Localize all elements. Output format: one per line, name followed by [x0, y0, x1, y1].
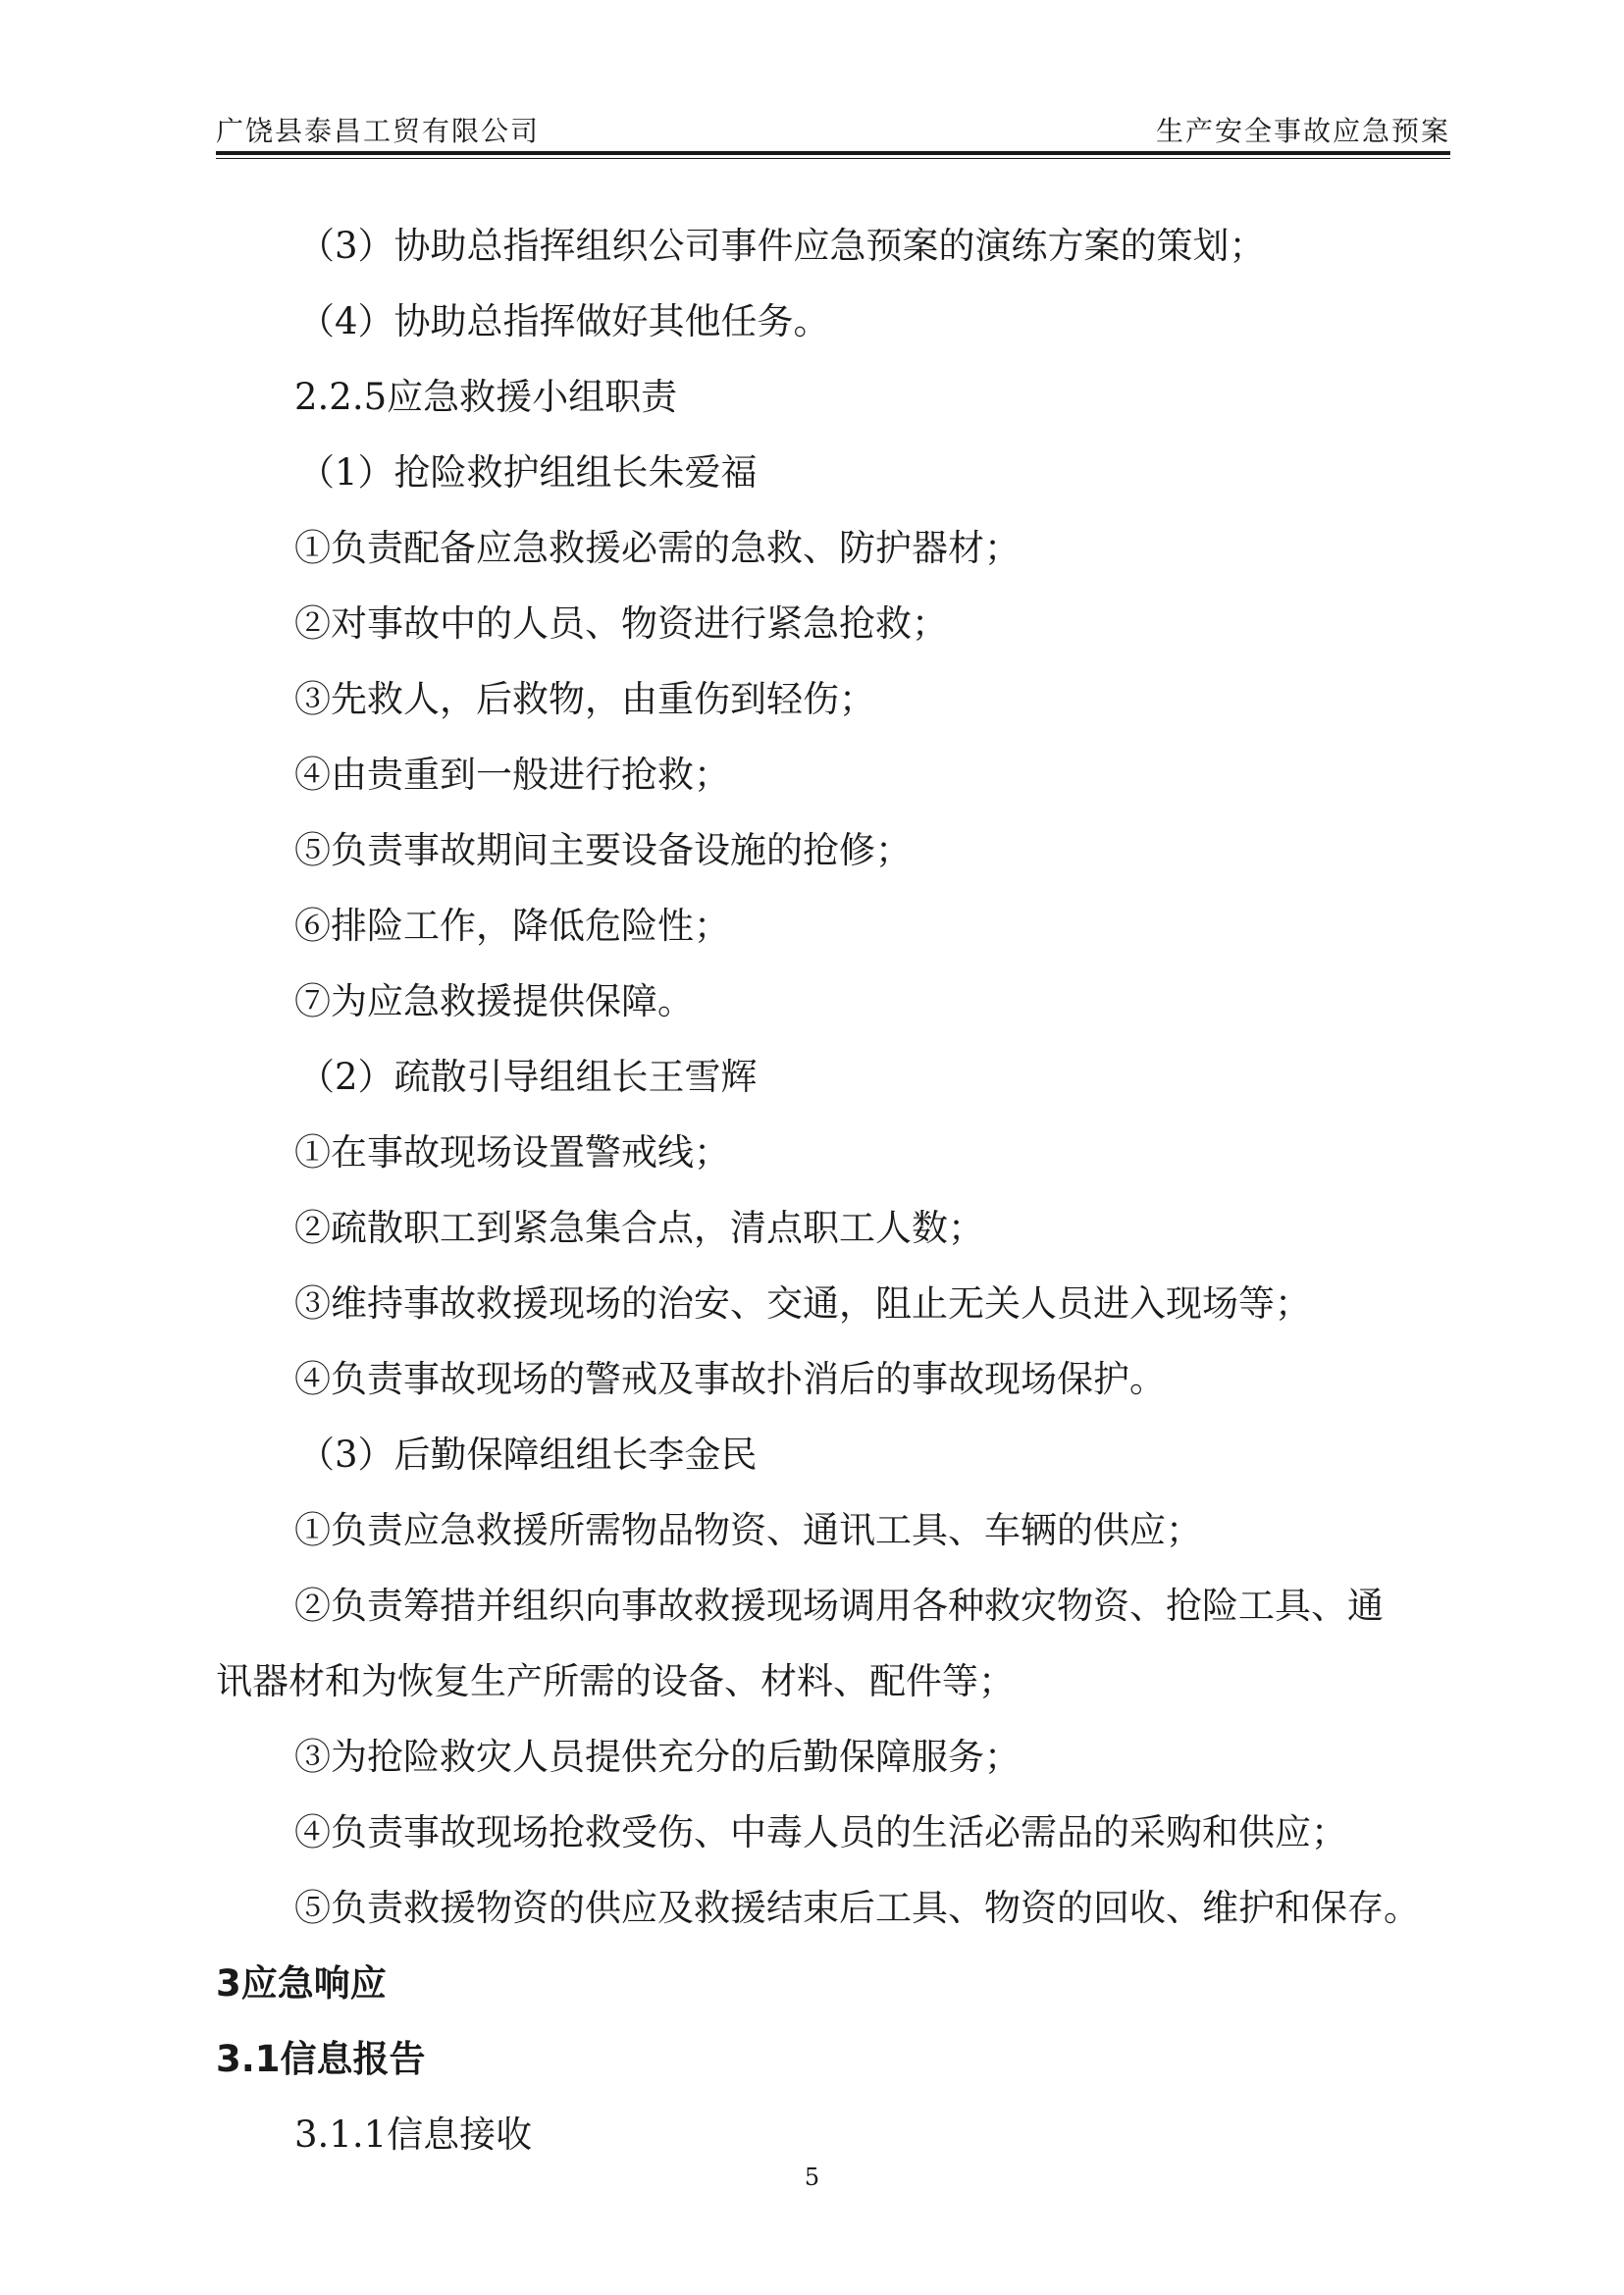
header-rule-thick: [216, 151, 1450, 155]
list-item: ⑦为应急救援提供保障。: [294, 980, 694, 1022]
list-item: ④由贵重到一般进行抢救；: [294, 754, 730, 796]
list-item: ④负责事故现场的警戒及事故扑消后的事故现场保护。: [294, 1358, 1166, 1400]
list-item: ⑥排险工作，降低危险性；: [294, 905, 730, 947]
section-heading: 3.1信息报告: [216, 2038, 426, 2080]
list-item: ①在事故现场设置警戒线；: [294, 1131, 730, 1174]
paragraph-line: （3）后勤保障组组长李金民: [298, 1434, 758, 1476]
list-item: ③先救人，后救物，由重伤到轻伤；: [294, 678, 875, 720]
list-item: ①负责配备应急救援必需的急救、防护器材；: [294, 527, 1021, 569]
list-item: ④负责事故现场抢救受伤、中毒人员的生活必需品的采购和供应；: [294, 1811, 1347, 1853]
list-item: ⑤负责救援物资的供应及救援结束后工具、物资的回收、维护和保存。: [294, 1887, 1420, 1929]
list-item-continuation: 讯器材和为恢复生产所需的设备、材料、配件等；: [216, 1660, 1015, 1702]
paragraph-line: （4）协助总指挥做好其他任务。: [298, 300, 830, 342]
paragraph-line: （3）协助总指挥组织公司事件应急预案的演练方案的策划；: [298, 225, 1266, 267]
list-item: ③为抢险救灾人员提供充分的后勤保障服务；: [294, 1736, 1021, 1778]
section-subheading: 3.1.1信息接收: [294, 2113, 533, 2156]
header-document-title: 生产安全事故应急预案: [1155, 115, 1450, 147]
list-item: ②疏散职工到紧急集合点，清点职工人数；: [294, 1207, 984, 1249]
page-number: 5: [804, 2164, 820, 2191]
page-header: [216, 110, 1450, 151]
paragraph-line: （1）抢险救护组组长朱爱福: [298, 451, 758, 494]
list-item: ②对事故中的人员、物资进行紧急抢救；: [294, 602, 948, 645]
list-item: ②负责筹措并组织向事故救援现场调用各种救灾物资、抢险工具、通: [294, 1585, 1384, 1627]
header-rule-thin: [216, 158, 1450, 159]
section-subheading: 2.2.5应急救援小组职责: [294, 376, 678, 418]
section-heading: 3应急响应: [216, 1962, 387, 2005]
paragraph-line: （2）疏散引导组组长王雪辉: [298, 1056, 758, 1098]
header-company: 广饶县泰昌工贸有限公司: [216, 115, 541, 147]
page-body: [216, 208, 1450, 2172]
list-item: ③维持事故救援现场的治安、交通，阻止无关人员进入现场等；: [294, 1282, 1311, 1325]
list-item: ⑤负责事故期间主要设备设施的抢修；: [294, 829, 912, 871]
list-item: ①负责应急救援所需物品物资、通讯工具、车辆的供应；: [294, 1509, 1202, 1551]
